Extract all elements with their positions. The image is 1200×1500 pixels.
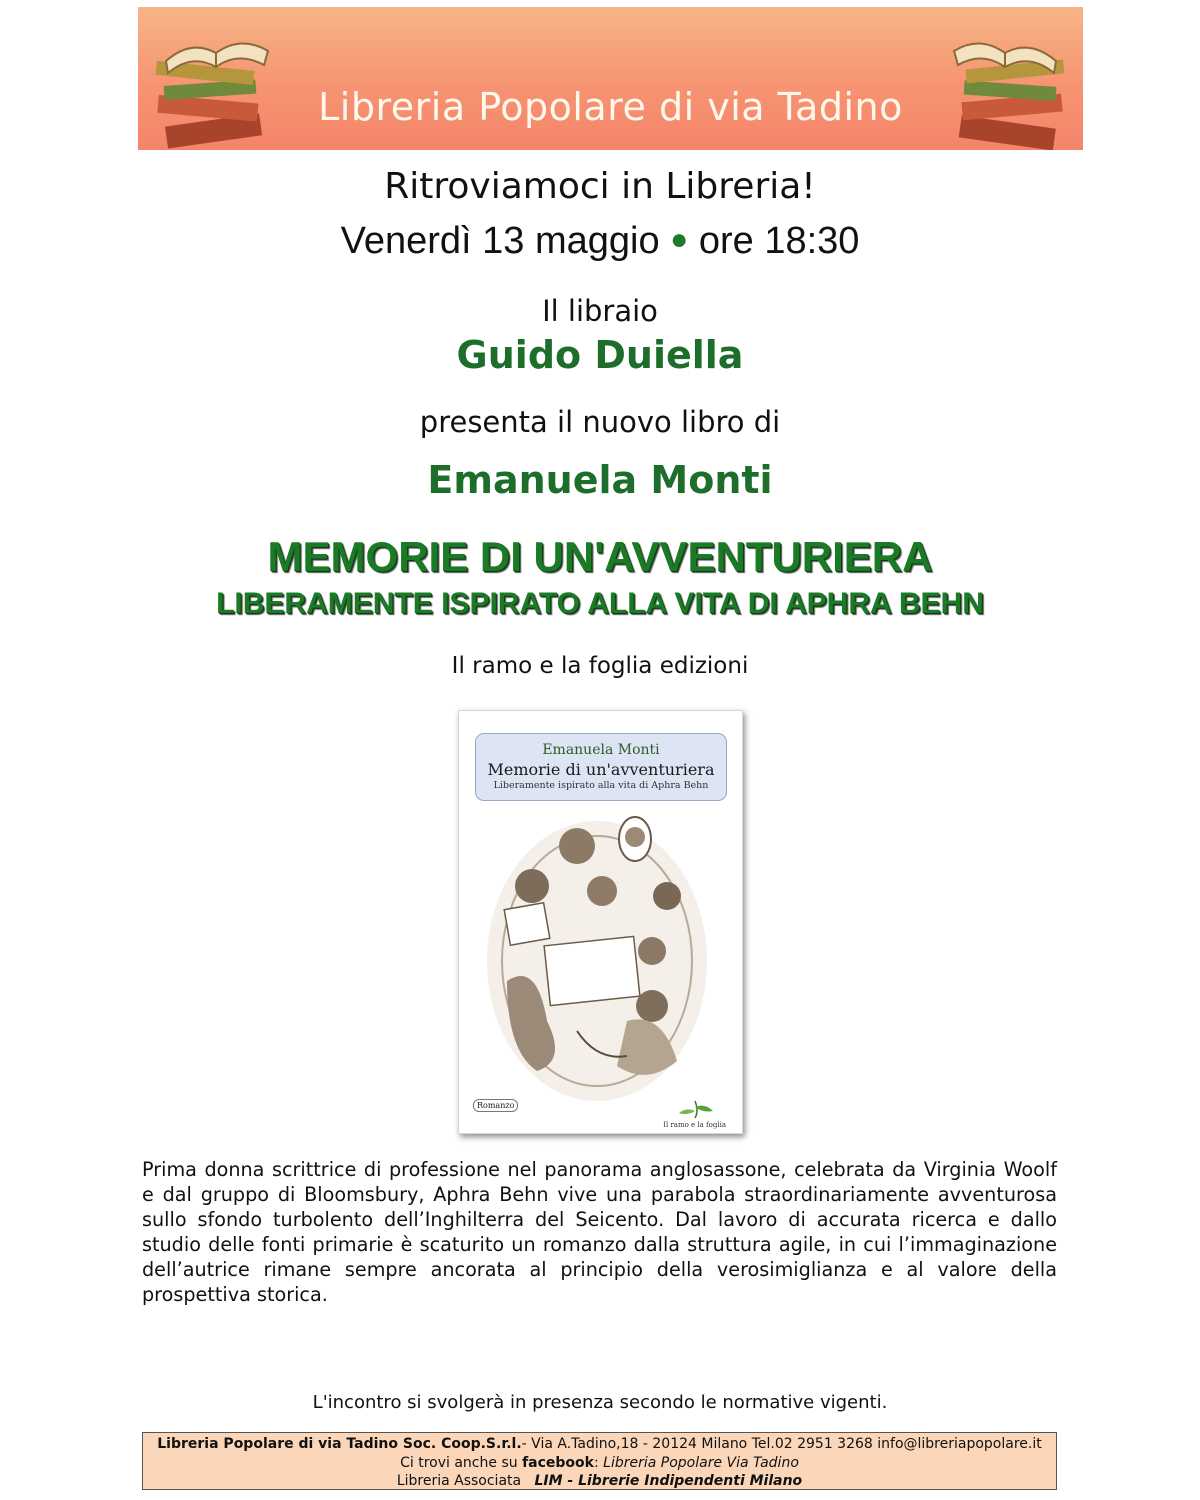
facebook-page-link[interactable]: Libreria Popolare Via Tadino	[603, 1454, 799, 1471]
event-time: ore 18:30	[698, 220, 860, 262]
footer-contact-box	[142, 1432, 1057, 1490]
presenter-name: Guido Duiella	[456, 333, 744, 377]
cover-illustration	[477, 811, 727, 1101]
event-date: Venerdì 13 maggio	[340, 220, 660, 262]
bookstore-name: Libreria Popolare di via Tadino	[318, 85, 903, 129]
footer-line-facebook	[143, 1454, 1056, 1473]
footer-address: - Via A.Tadino,18 - 20124 Milano Tel.02 2951 3268 info@libreriapopolare.it	[521, 1436, 1042, 1452]
presenter-role: Il libraio	[542, 294, 658, 328]
footer-line-company	[143, 1435, 1056, 1454]
cover-genre-badge: Romanzo	[473, 1099, 518, 1112]
book-cover-image	[458, 710, 743, 1134]
book-title: MEMORIE DI UN'AVVENTURIERA	[267, 533, 933, 580]
book-description: Prima donna scrittrice di professione nel panorama anglosassone, celebrata da Virginia Woolf e dal gruppo di Bloomsbury, Aphra Behn vive una parabola straordinariamente avventurosa sullo sfondo turbolento dell’Inghilterra del Seicento. Dal lavoro di accurata ricerca e dallo studio delle fonti primarie è scaturito un romanzo dalla struttura agile, in cui l’immaginazione dell’autrice rimane sempre ancorata al principio della verosimiglianza e al valore della prospettiva storica.	[142, 1158, 1057, 1306]
author-name: Emanuela Monti	[427, 458, 773, 502]
cover-title-box	[475, 733, 727, 801]
footer-line-association	[143, 1472, 1056, 1491]
leaf-icon	[675, 1099, 715, 1119]
cover-author: Emanuela Monti	[542, 742, 660, 758]
book-subtitle: LIBERAMENTE ISPIRATO ALLA VITA DI APHRA BEHN	[216, 587, 984, 620]
cover-publisher-name: Il ramo e la foglia	[663, 1121, 726, 1129]
publisher-name: Il ramo e la foglia edizioni	[451, 653, 749, 679]
bullet-icon: ●	[670, 223, 689, 256]
footer-company-name: Libreria Popolare di via Tadino Soc. Coop.S.r.l.	[157, 1436, 522, 1452]
cover-title: Memorie di un'avventuriera	[487, 760, 715, 779]
footer-facebook-prefix: Ci trovi anche su	[400, 1454, 523, 1471]
cover-publisher-logo	[663, 1099, 726, 1129]
association-label: Libreria Associata	[396, 1473, 522, 1489]
facebook-label: facebook	[522, 1454, 594, 1471]
greeting-heading: Ritroviamoci in Libreria!	[384, 166, 816, 207]
cover-subtitle: Liberamente ispirato alla vita di Aphra Behn	[493, 780, 709, 791]
intro-text: presenta il nuovo libro di	[419, 405, 781, 439]
event-datetime	[0, 220, 1200, 263]
attendance-note: L'incontro si svolgerà in presenza secondo le normative vigenti.	[312, 1392, 888, 1413]
header-banner	[138, 7, 1083, 150]
footer-facebook-separator: :	[593, 1454, 604, 1471]
association-name: LIM - Librerie Indipendenti Milano	[534, 1473, 803, 1489]
